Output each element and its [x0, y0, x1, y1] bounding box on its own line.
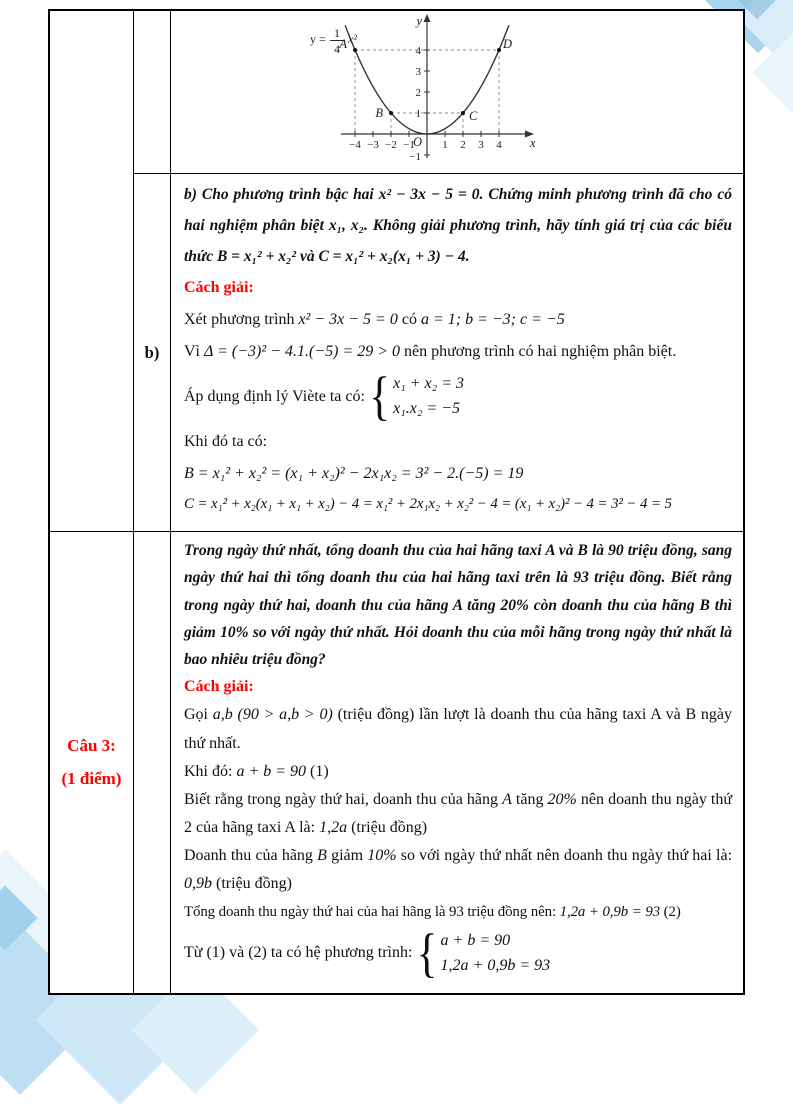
svg-text:−1: −1: [403, 139, 415, 151]
text-run: giảm: [326, 847, 368, 865]
x-tick-labels: [349, 139, 502, 151]
svg-text:−4: −4: [349, 139, 361, 151]
viete-eq1: x₁ + x₂ = 3: [393, 375, 464, 392]
y-axis-arrow: [424, 14, 431, 22]
system-eq2: 1,2a + 0,9b = 93: [440, 956, 551, 974]
text-run: (1): [306, 762, 329, 780]
viete-equations: [393, 372, 464, 422]
question3-statement: Trong ngày thứ nhất, tổng doanh thu của hai hãng taxi A và B là 90 triệu đồng, sang ngày thứ hai thì tổng doanh thu của hai hãng taxi trên là 93 triệu đồng. Biết rằng trong ngày thứ hai, doanh thu của hãng A tăng 20% còn doanh thu của hãng B thì giảm 10% so với ngày thứ nhất. Hỏi doanh thu của mỗi hãng trong ngày thứ nhất là bao nhiêu triệu đồng?: [184, 542, 732, 669]
svg-text:4: 4: [415, 45, 421, 57]
svg-text:3: 3: [415, 66, 421, 78]
question3-system: [184, 923, 732, 983]
math-run: Δ = (−3)² − 4.1.(−5) = 29 > 0: [204, 343, 400, 360]
cell-part-b-marker: [133, 173, 170, 531]
solution-table-grid: [48, 9, 745, 995]
text-run: Áp dụng định lý Viète ta có:: [184, 387, 365, 405]
svg-text:−2: −2: [385, 139, 397, 151]
cell-question2-label-empty: [50, 11, 133, 531]
y-axis-label: y: [416, 14, 422, 28]
cell-subpart-empty-top: [133, 11, 170, 173]
question3-solution-header: Cách giải:: [184, 678, 254, 696]
question3-line-doanh: [184, 842, 732, 898]
part-b-marker: b): [144, 342, 160, 362]
text-run: Doanh thu của hãng: [184, 847, 318, 865]
part-b-line-vi: [184, 336, 732, 368]
text-run: (triệu đồng) lần lượt là doanh thu của hãng taxi A và B ngày thứ nhất.: [184, 706, 733, 752]
text-run: có: [397, 311, 421, 328]
svg-text:2: 2: [415, 87, 421, 99]
origin-label: O: [412, 135, 422, 149]
solution-table: [48, 9, 745, 995]
system-equations: [441, 929, 551, 979]
svg-text:4: 4: [334, 42, 340, 56]
text-run: so với ngày thứ nhất nên doanh thu ngày thứ hai là:: [396, 847, 733, 865]
system-intro: [184, 942, 412, 964]
math-run: 20%: [547, 790, 577, 808]
curve-equation-label: [310, 26, 357, 56]
cell-question3-sub-empty: [133, 531, 170, 993]
text-run: (triệu đồng): [212, 875, 292, 893]
text-run: (triệu đồng): [347, 819, 428, 837]
text-run: nên phương trình có hai nghiệm phân biệt.: [400, 343, 677, 360]
text-run: Xét phương trình: [184, 311, 299, 328]
text-run: Khi đó:: [184, 762, 237, 780]
text-run: Từ (1) và (2) ta có hệ phương trình:: [184, 944, 413, 962]
text-run: Vì: [184, 343, 204, 360]
text-run: Tổng doanh thu ngày thứ hai của hai hãng là 93 triệu đồng nên:: [184, 903, 560, 920]
svg-text:1: 1: [334, 26, 340, 40]
question3-label-line1: Câu 3:: [67, 736, 116, 756]
math-run: 1,2a + 0,9b = 93: [559, 903, 661, 920]
math-run: a = 1; b = −3; c = −5: [420, 311, 565, 328]
point-B-label: B: [375, 106, 383, 120]
question3-line-goi: [184, 701, 732, 757]
svg-text:x²: x²: [348, 32, 357, 46]
svg-text:−3: −3: [367, 139, 379, 151]
part-b-viete-system: [184, 366, 732, 427]
part-b-line-khido: [184, 426, 732, 458]
text-run: Gọi: [184, 706, 213, 724]
text-run: tăng: [511, 790, 548, 808]
part-b-eq-B: [184, 458, 732, 490]
math-run: C = x₁² + x₂(x₁ + x₁ + x₂) − 4 = x₁² + 2x₁x₂ + x₂² − 4 = (x₁ + x₂)² − 4 = 3² − 4 = 5: [184, 495, 672, 512]
text-run: Khi đó ta có:: [184, 432, 268, 450]
cell-question3-label: [50, 531, 133, 993]
text-run: (2): [660, 903, 681, 920]
system-brace: {: [368, 366, 391, 427]
svg-text:4: 4: [496, 139, 502, 151]
point-B: [389, 111, 393, 115]
math-run: a,b (90 > a,b > 0): [212, 706, 333, 724]
question3-label-line2: (1 điểm): [61, 768, 122, 788]
point-D: [497, 48, 501, 52]
viete-intro: [184, 386, 365, 408]
math-run: a + b = 90: [236, 762, 307, 780]
part-b-statement: b) Cho phương trình bậc hai x² − 3x − 5 = 0. Chứng minh phương trình đã cho có hai nghiệm phân biệt x₁, x₂. Không giải phương trình, hãy tính giá trị của các biểu thức B = x₁² + x₂² và C = x₁² + x₂(x₁ + 3) − 4.: [184, 186, 732, 265]
text-run: Biết rằng trong ngày thứ hai, doanh thu của hãng: [184, 790, 503, 808]
svg-text:y =: y =: [310, 32, 326, 46]
question3-line-tong: [184, 899, 732, 925]
math-run: B: [317, 847, 327, 865]
point-A-label: A: [339, 37, 347, 51]
system-eq1: a + b = 90: [440, 931, 511, 949]
point-C: [461, 111, 465, 115]
question3-line-khido: [184, 758, 732, 786]
math-run: B = x₁² + x₂² = (x₁ + x₂)² − 2x₁x₂ = 3² − 2.(−5) = 19: [184, 464, 524, 482]
system-brace: {: [416, 923, 438, 983]
text-run: nên doanh thu ngày thứ 2 của hãng taxi A là:: [184, 790, 733, 837]
cell-graph: [170, 11, 743, 173]
svg-text:−1: −1: [409, 151, 421, 163]
part-b-line-xet: [184, 304, 732, 336]
parabola-chart: [297, 12, 667, 170]
svg-text:2: 2: [460, 139, 466, 151]
cell-question3-content: [170, 531, 743, 993]
part-b-eq-C: [184, 490, 732, 520]
point-A: [353, 48, 357, 52]
point-C-label: C: [469, 109, 478, 123]
math-run: A: [502, 790, 512, 808]
question3-line-biet: [184, 786, 732, 842]
math-run: 0,9b: [184, 875, 212, 893]
part-b-solution-header: Cách giải:: [184, 279, 254, 296]
svg-text:3: 3: [478, 139, 484, 151]
x-axis-label: x: [530, 136, 536, 150]
math-run: 10%: [367, 847, 397, 865]
chart-axes: [341, 21, 526, 158]
math-run: 1,2a: [319, 819, 348, 837]
math-run: x² − 3x − 5 = 0: [298, 311, 398, 328]
cell-part-b-content: [170, 173, 743, 531]
svg-text:1: 1: [442, 139, 448, 151]
svg-text:1: 1: [415, 108, 421, 120]
viete-eq2: x₁.x₂ = −5: [393, 399, 460, 417]
point-D-label: D: [503, 37, 513, 51]
